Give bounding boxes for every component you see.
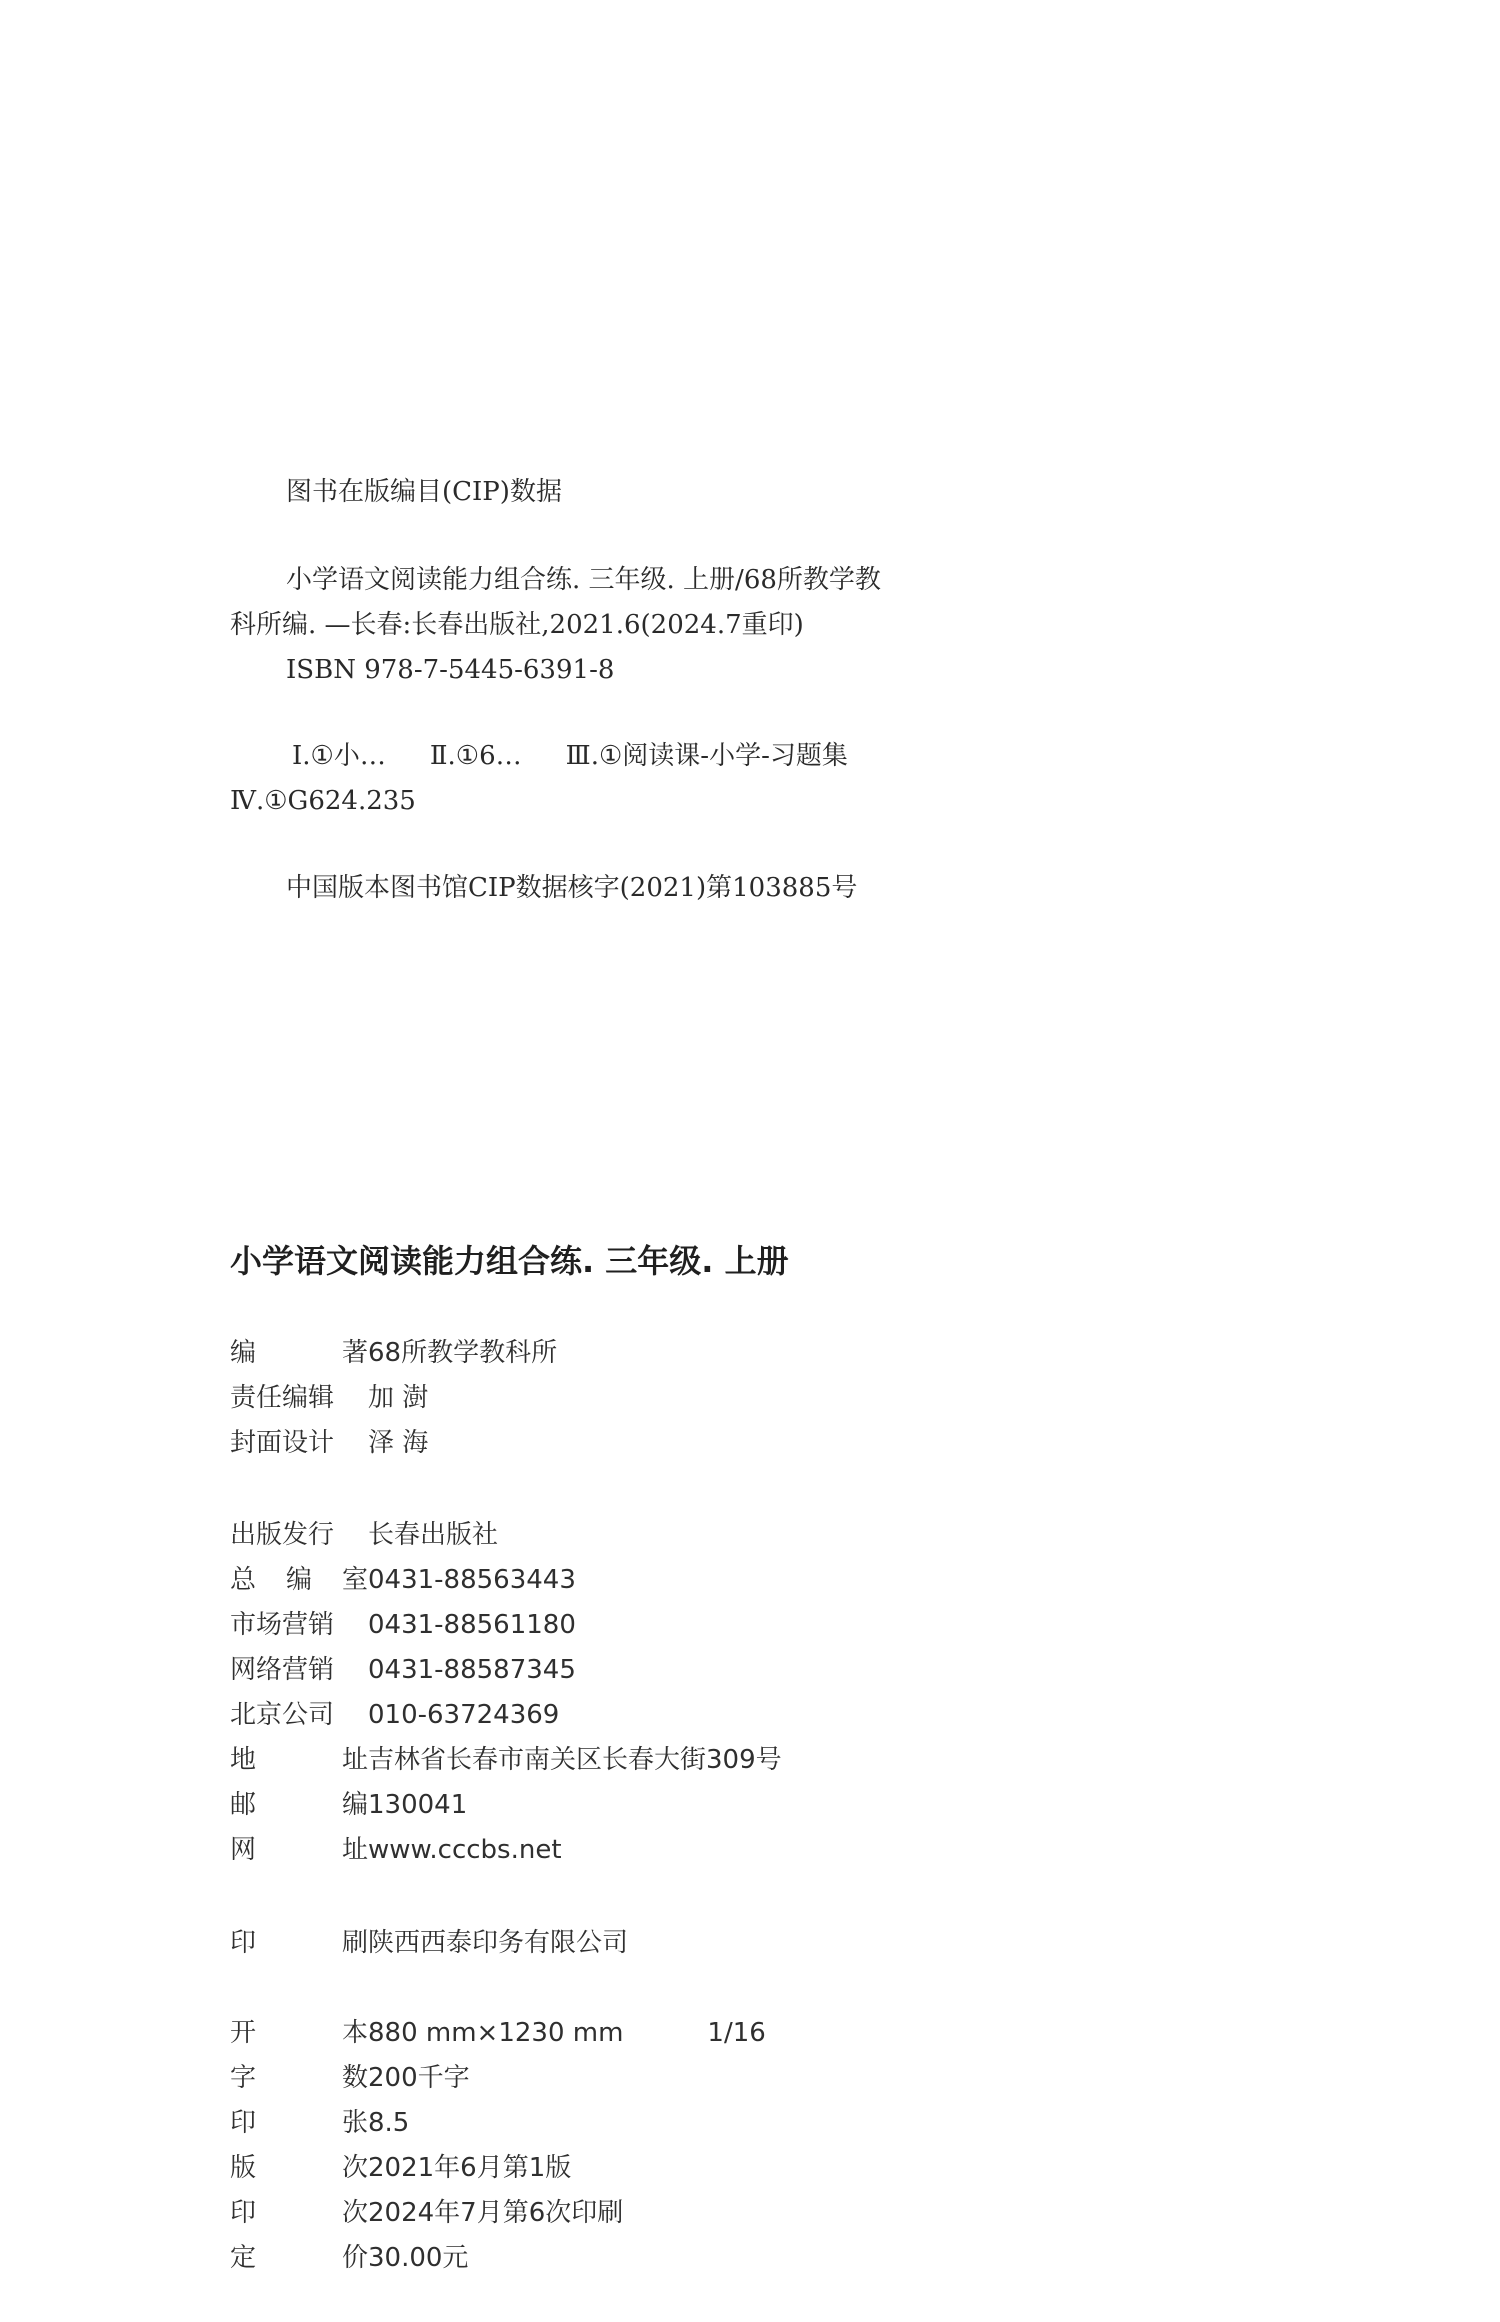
info-label-part: 本: [341, 2018, 368, 2048]
info-label-part: 址: [341, 1835, 368, 1865]
info-label: [230, 1376, 368, 1421]
specs-block: [230, 2011, 766, 2281]
info-value: [368, 1558, 576, 1603]
info-value-text: 880 mm×1230 mm: [368, 2018, 624, 2048]
info-label-part: 市场营销: [230, 1610, 335, 1640]
info-value-text: 30.00元: [368, 2243, 469, 2273]
info-label: [230, 2101, 368, 2146]
info-label: [230, 1603, 368, 1648]
info-label-part: 室: [341, 1565, 368, 1595]
info-value: [368, 2056, 470, 2101]
info-value-text: 泽 海: [368, 1428, 429, 1458]
info-label: [230, 1921, 368, 1966]
info-value-text: 8.5: [368, 2108, 410, 2138]
cip-class-1: Ⅰ.①小…: [292, 741, 386, 771]
info-row: [230, 1558, 782, 1603]
info-label-part: 网络营销: [230, 1655, 335, 1685]
info-label: [230, 1828, 368, 1873]
cip-description-line-2: 科所编. —长春:长春出版社,2021.6(2024.7重印): [230, 610, 804, 640]
info-value-text: www.cccbs.net: [368, 1835, 562, 1865]
info-value: [368, 1376, 428, 1421]
info-label: [230, 1693, 368, 1738]
info-label-part: 次: [341, 2198, 368, 2228]
cip-class-3: Ⅲ.①阅读课-小学-习题集: [565, 741, 848, 771]
info-label: [230, 1421, 368, 1466]
info-value-text: 2021年6月第1版: [368, 2153, 572, 2183]
info-label-part: 定: [230, 2243, 257, 2273]
info-row: [230, 1738, 782, 1783]
info-value: [368, 2146, 571, 2191]
info-label: [230, 2236, 368, 2281]
info-row: [230, 2011, 766, 2056]
info-value-text: 0431-88587345: [368, 1655, 576, 1685]
info-label-part: 刷: [341, 1928, 368, 1958]
info-label-part: 次: [341, 2153, 368, 2183]
info-row: [230, 1921, 628, 1966]
info-value-text: 200千字: [368, 2063, 470, 2093]
info-label-part: 邮: [230, 1790, 257, 1820]
info-label-part: 封面设计: [230, 1428, 335, 1458]
info-value: [368, 2011, 766, 2056]
cip-classification-line-1: [292, 734, 848, 778]
publisher-block: [230, 1513, 782, 1873]
info-label-part: 总: [230, 1565, 257, 1595]
info-label-part: 张: [341, 2108, 368, 2138]
info-value: [368, 1738, 782, 1783]
info-value: [368, 1828, 562, 1873]
info-row: [230, 1783, 782, 1828]
info-row: [230, 1331, 557, 1376]
info-value-text: 0431-88563443: [368, 1565, 576, 1595]
info-row: [230, 2236, 766, 2281]
info-row: [230, 1828, 782, 1873]
info-label-part: 北京公司: [230, 1700, 335, 1730]
info-value-extra: 1/16: [707, 2018, 766, 2048]
info-value-text: 2024年7月第6次印刷: [368, 2198, 624, 2228]
info-label-part: 出版发行: [230, 1520, 335, 1550]
info-value: [368, 1783, 467, 1828]
info-value-text: 010-63724369: [368, 1700, 560, 1730]
book-title: 小学语文阅读能力组合练. 三年级. 上册: [230, 1242, 789, 1280]
info-label: [230, 2146, 368, 2191]
info-value: [368, 1421, 428, 1466]
info-label: [230, 2191, 368, 2236]
info-row: [230, 2146, 766, 2191]
info-value: [368, 2236, 468, 2281]
info-label-part: 字: [230, 2063, 257, 2093]
info-value-text: 130041: [368, 1790, 468, 1820]
info-label: [230, 2056, 368, 2101]
info-value-text: 68所教学教科所: [368, 1338, 558, 1368]
info-label: [230, 1738, 368, 1783]
info-value-text: 0431-88561180: [368, 1610, 576, 1640]
info-label-part: 印: [230, 1928, 257, 1958]
info-row: [230, 2056, 766, 2101]
info-row: [230, 1376, 557, 1421]
printer-block: [230, 1921, 628, 1966]
info-label-part: 责任编辑: [230, 1383, 335, 1413]
info-label: [230, 1648, 368, 1693]
credits-block: [230, 1331, 557, 1466]
info-value: [368, 2101, 409, 2146]
info-label-part: 编: [341, 1790, 368, 1820]
info-value: 陕西西泰印务有限公司: [368, 1928, 629, 1958]
info-row: [230, 1513, 782, 1558]
info-value: [368, 1603, 576, 1648]
info-row: [230, 2101, 766, 2146]
info-value-text: 加 澍: [368, 1383, 429, 1413]
info-value: [368, 1331, 557, 1376]
info-value: [368, 1648, 576, 1693]
info-label-part: 编: [285, 1565, 312, 1595]
info-label: [230, 2011, 368, 2056]
info-row: [230, 1603, 782, 1648]
info-label: [230, 1558, 368, 1603]
info-row: [230, 1421, 557, 1466]
info-label-part: 开: [230, 2018, 257, 2048]
info-value-text: 吉林省长春市南关区长春大街309号: [368, 1745, 782, 1775]
info-label-part: 网: [230, 1835, 257, 1865]
info-label: [230, 1513, 368, 1558]
info-label-part: 编: [230, 1338, 257, 1368]
info-row: [230, 1648, 782, 1693]
info-row: [230, 2191, 766, 2236]
info-label-part: 版: [230, 2153, 257, 2183]
info-label-part: 价: [341, 2243, 368, 2273]
info-label: [230, 1331, 368, 1376]
info-value: [368, 2191, 623, 2236]
info-value: [368, 1693, 559, 1738]
cip-title: 图书在版编目(CIP)数据: [286, 477, 562, 507]
cip-record-number: 中国版本图书馆CIP数据核字(2021)第103885号: [286, 873, 858, 903]
info-label-part: 印: [230, 2108, 257, 2138]
info-value: [368, 1513, 498, 1558]
cip-classification-line-2: Ⅳ.①G624.235: [230, 786, 416, 816]
info-label-part: 数: [341, 2063, 368, 2093]
cip-description-line-1: 小学语文阅读能力组合练. 三年级. 上册/68所教学教: [286, 565, 881, 595]
cip-class-2: Ⅱ.①6…: [429, 741, 522, 771]
cip-isbn: ISBN 978-7-5445-6391-8: [286, 655, 615, 685]
info-label-part: 印: [230, 2198, 257, 2228]
info-label: [230, 1783, 368, 1828]
info-label-part: 著: [341, 1338, 368, 1368]
info-label-part: 址: [341, 1745, 368, 1775]
info-value-text: 长春出版社: [368, 1520, 499, 1550]
info-row: [230, 1693, 782, 1738]
info-label-part: 地: [230, 1745, 257, 1775]
